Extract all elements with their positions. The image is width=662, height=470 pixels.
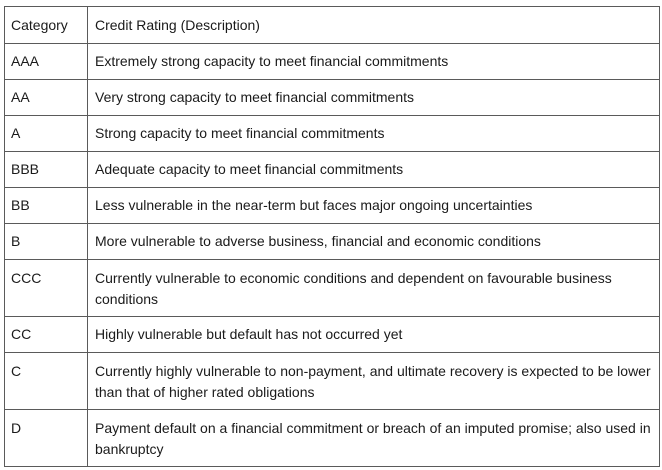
rating-category-cell: A	[5, 116, 88, 152]
column-header-category: Category	[5, 7, 88, 44]
rating-category-cell: C	[5, 353, 88, 410]
table-row	[5, 224, 660, 260]
rating-category-cell: B	[5, 224, 88, 260]
table-row	[5, 116, 660, 152]
column-header-description: Credit Rating (Description)	[88, 7, 660, 44]
rating-description-cell: More vulnerable to adverse business, financial and economic conditions	[88, 224, 660, 260]
rating-category-cell: D	[5, 410, 88, 467]
rating-description-cell: Less vulnerable in the near-term but faces major ongoing uncertainties	[88, 188, 660, 224]
rating-description-cell: Extremely strong capacity to meet financial commitments	[88, 44, 660, 80]
table-row	[5, 44, 660, 80]
table-row	[5, 260, 660, 317]
rating-description-cell: Strong capacity to meet financial commitments	[88, 116, 660, 152]
rating-category-cell: AA	[5, 80, 88, 116]
rating-description-cell: Payment default on a financial commitment or breach of an imputed promise; also used in bankruptcy	[88, 410, 660, 467]
rating-description-cell: Currently vulnerable to economic conditions and dependent on favourable business conditions	[88, 260, 660, 317]
header-row	[5, 7, 660, 44]
table-row	[5, 152, 660, 188]
table-row	[5, 188, 660, 224]
table-row	[5, 80, 660, 116]
rating-category-cell: CC	[5, 317, 88, 353]
table-body	[5, 44, 660, 467]
table-row	[5, 353, 660, 410]
rating-description-cell: Adequate capacity to meet financial commitments	[88, 152, 660, 188]
table-row	[5, 410, 660, 467]
rating-category-cell: BBB	[5, 152, 88, 188]
rating-description-cell: Currently highly vulnerable to non-payment, and ultimate recovery is expected to be lower than that of higher rated obligations	[88, 353, 660, 410]
rating-description-cell: Highly vulnerable but default has not occurred yet	[88, 317, 660, 353]
credit-rating-table	[4, 6, 660, 467]
rating-category-cell: BB	[5, 188, 88, 224]
table-header	[5, 7, 660, 44]
rating-category-cell: AAA	[5, 44, 88, 80]
rating-description-cell: Very strong capacity to meet financial commitments	[88, 80, 660, 116]
table-row	[5, 317, 660, 353]
rating-category-cell: CCC	[5, 260, 88, 317]
